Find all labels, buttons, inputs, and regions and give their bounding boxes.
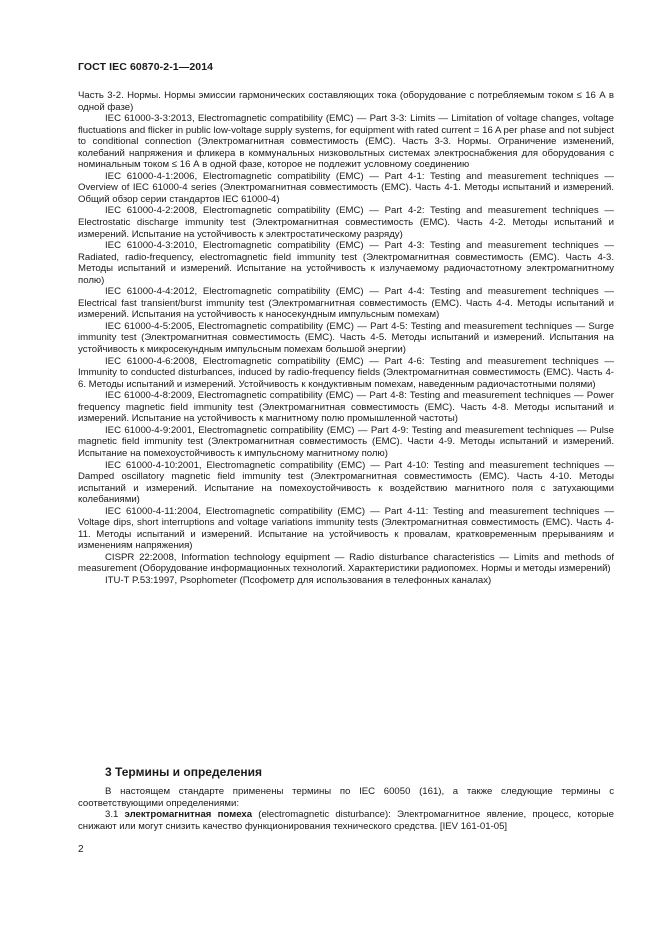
reference-entry: IEC 61000-4-6:2008, Electromagnetic compatibility (EMC) — Part 4-6: Testing and measurement techniques — Immunity to conducted disturbances, induced by radio-frequency fields (Электромагнитная совместимость (ЕМС). Часть 4-6. Методы испытаний и измерений. Устойчивость к кондуктивным помехам, наведенным радиочастотными полями): [78, 355, 614, 390]
reference-entry: IEC 61000-4-5:2005, Electromagnetic compatibility (EMC) — Part 4-5: Testing and measurement techniques — Surge immunity test (Электромагнитная совместимость (ЕМС). Часть 4-5. Методы испытаний и измерений. Испытания на устойчивость к микросекундным импульсным помехам большой энергии): [78, 320, 614, 356]
reference-entry: ITU-T P.53:1997, Psophometer (Псофометр для использования в телефонных каналах): [105, 574, 492, 586]
term-definition-text: (electromagnetic disturbance): Электромагнитное явление, процесс, которые снижают или могут снизить качество функционирования технического средства. [IEV 161-01-05]: [78, 809, 614, 832]
section-heading: 3 Термины и определения: [105, 765, 263, 779]
reference-entry: Часть 3-2. Нормы. Нормы эмиссии гармонических составляющих тока (оборудование с потребляемым током ≤ 16 А в одной фазе): [78, 90, 614, 113]
term-name: электромагнитная помеха: [124, 809, 253, 821]
term-definition: [78, 809, 614, 832]
terms-intro: В настоящем стандарте применены термины по IEC 60050 (161), а также следующие термины с соответствующими определениями:: [78, 786, 614, 809]
terms-section: [78, 786, 614, 832]
reference-entry: IEC 61000-4-9:2001, Electromagnetic compatibility (EMC) — Part 4-9: Testing and measurement techniques — Pulse magnetic field immunity test (Электромагнитная совместимость (ЕМС). Части 4-9. Методы испытаний и измерений. Испытание на помехоустойчивость к импульсному магнитному полю): [78, 424, 614, 459]
reference-entry: IEC 61000-4-11:2004, Electromagnetic compatibility (EMC) — Part 4-11: Testing and measurement techniques — Voltage dips, short interruptions and voltage variations immunity tests (Электромагнитная совместимость (ЕМС). Часть 4-11. Методы испытаний и измерений. Испытание на устойчивость к провалам, кратковременным прерываниям и изменениям напряжения): [78, 505, 614, 552]
page-number: 2: [78, 844, 84, 855]
reference-entry: IEC 61000-3-3:2013, Electromagnetic compatibility (EMC) — Part 3-3: Limits — Limitation of voltage changes, voltage fluctuations and flicker in public low-voltage supply systems, for equipment with rated current = 16 A per phase and not subject to conditional connection (Электромагнитная совместимость (ЕМС). Часть 3-3. Нормы. Ограничение изменений, колебаний напряжения и фликера в коммунальных низковольтных системах электроснабжения для оборудования с номинальным током ≤ 16 А в одной фазе, которое не подлежит условному соединению: [78, 113, 614, 171]
reference-entry: IEC 61000-4-1:2006, Electromagnetic compatibility (EMC) — Part 4-1: Testing and measurement techniques — Overview of IEC 61000-4 series (Электромагнитная совместимость (ЕМС). Часть 4-1. Методы испытаний и измерений. Общий обзор серии стандартов IEC 61000-4): [78, 170, 614, 205]
reference-entry: IEC 61000-4-4:2012, Electromagnetic compatibility (EMC) — Part 4-4: Testing and measurement techniques — Electrical fast transient/burst immunity test (Электромагнитная совместимость (ЕМС). Часть 4-4. Методы испытаний и измерений. Испытания на устойчивость к наносекундным импульсным помехам): [78, 286, 614, 321]
reference-entry: IEC 61000-4-8:2009, Electromagnetic compatibility (EMC) — Part 4-8: Testing and measurement techniques — Power frequency magnetic field immunity test (Электромагнитная совместимость (ЕМС). Часть 4-8. Методы испытаний и измерений. Испытание на устойчивость к магнитному полю промышленной частоты): [78, 390, 614, 425]
standard-header: ГОСТ IEC 60870-2-1—2014: [78, 61, 214, 73]
normative-references-list: [78, 90, 614, 587]
reference-entry: IEC 61000-4-3:2010, Electromagnetic compatibility (EMC) — Part 4-3: Testing and measurement techniques — Radiated, radio-frequency, electromagnetic field immunity test (Электромагнитная совместимость (ЕМС). Часть 4-3. Методы испытаний и измерений. Испытание на устойчивость к излучаемому радиочастотному электромагнитному полю): [78, 240, 614, 286]
reference-entry: IEC 61000-4-10:2001, Electromagnetic compatibility (EMC) — Part 4-10: Testing and measurement techniques — Damped oscillatory magnetic field immunity test (Электромагнитная совместимость (ЕМС). Часть 4-10. Методы испытаний и измерений. Испытание на помехоустойчивость к воздействию магнитного поля с затухающими колебаниями): [78, 459, 614, 506]
term-number: 3.1: [105, 809, 125, 821]
reference-entry: CISPR 22:2008, Information technology equipment — Radio disturbance characteristics — Limits and methods of measurement (Оборудование информационных технологий. Характеристики радиопомех. Нормы и методы измерений): [78, 551, 614, 575]
reference-entry: IEC 61000-4-2:2008, Electromagnetic compatibility (EMC) — Part 4-2: Testing and measurement techniques — Electrostatic discharge immunity test (Электромагнитная совместимость (ЕМС). Часть 4-2. Методы испытаний и измерений. Испытание на устойчивость к электростатическому разряду): [78, 205, 614, 240]
